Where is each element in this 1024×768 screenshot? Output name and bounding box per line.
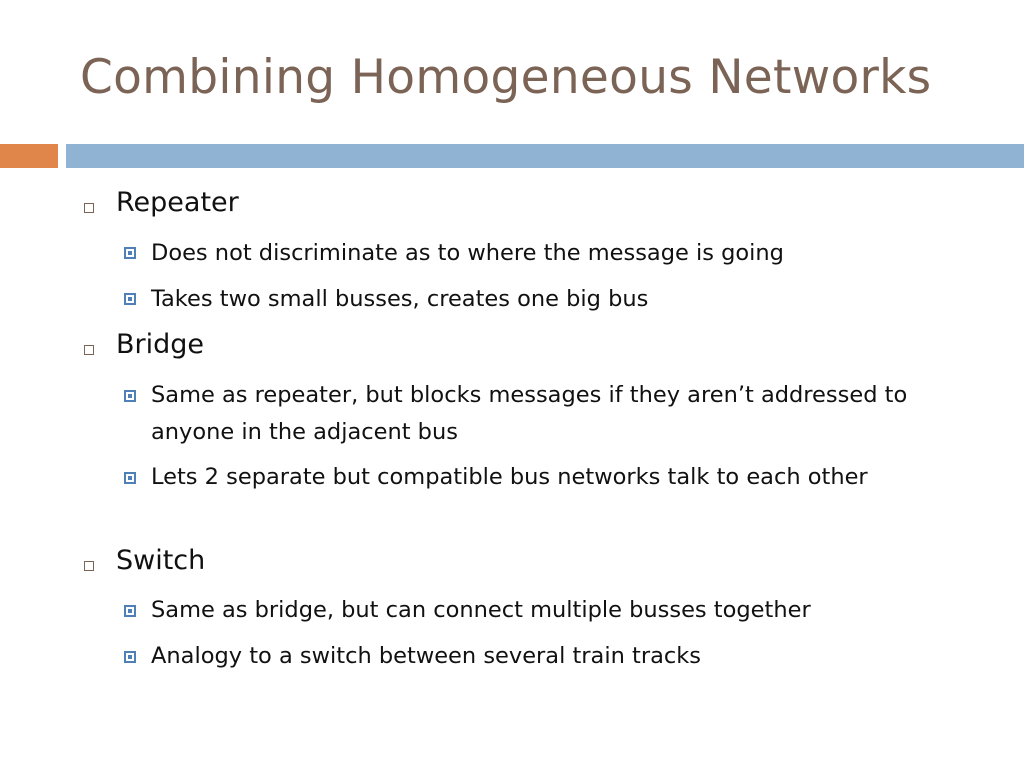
filled-square-bullet-icon xyxy=(124,247,136,259)
filled-square-bullet-icon xyxy=(124,390,136,402)
filled-square-bullet-icon xyxy=(124,605,136,617)
square-bullet-icon xyxy=(84,345,94,355)
sub-bullet: Lets 2 separate but compatible bus networks talk to each other xyxy=(151,464,868,490)
square-bullet-icon xyxy=(84,561,94,571)
filled-square-bullet-icon xyxy=(124,651,136,663)
sub-bullet: Same as repeater, but blocks messages if they aren’t addressed to anyone in the adjacent bus xyxy=(151,382,908,445)
sub-bullet: Same as bridge, but can connect multiple busses together xyxy=(151,597,811,623)
sub-bullet: Does not discriminate as to where the message is going xyxy=(151,240,784,266)
sub-bullet: Analogy to a switch between several train tracks xyxy=(151,643,701,669)
filled-square-bullet-icon xyxy=(124,293,136,305)
filled-square-bullet-icon xyxy=(124,472,136,484)
bullet-repeater: Repeater xyxy=(116,187,239,218)
blue-accent-bar xyxy=(66,144,1024,168)
bullet-bridge: Bridge xyxy=(116,329,205,360)
orange-accent-bar xyxy=(0,144,58,168)
square-bullet-icon xyxy=(84,203,94,213)
sub-bullet: Takes two small busses, creates one big bus xyxy=(151,286,649,312)
bullet-switch: Switch xyxy=(116,545,206,576)
slide-title: Combining Homogeneous Networks xyxy=(80,50,932,105)
